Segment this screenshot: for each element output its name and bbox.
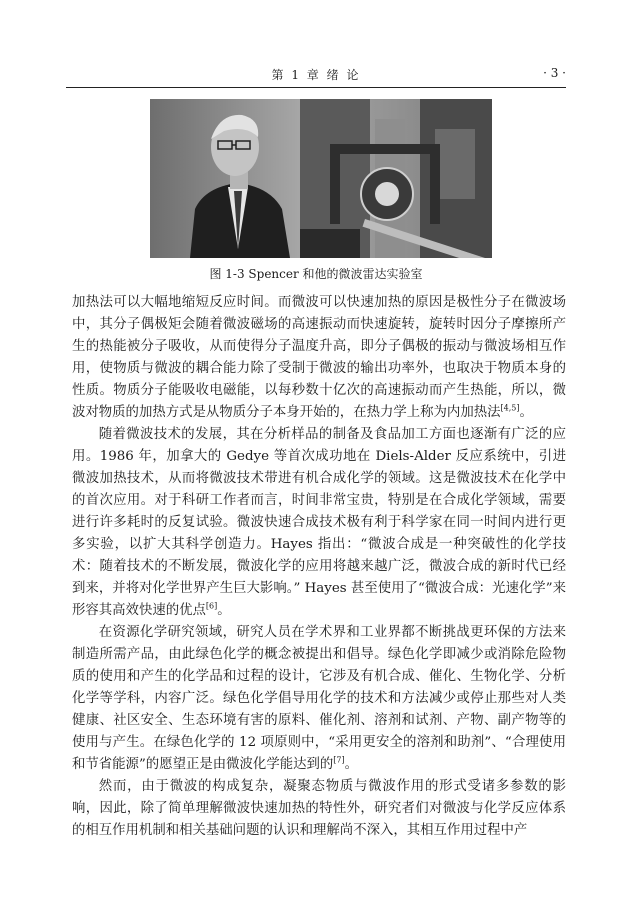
figure-caption: 图 1-3 Spencer 和他的微波雷达实验室 — [209, 267, 423, 281]
paragraph: 然而，由于微波的构成复杂，凝聚态物质与微波作用的形式受诸多参数的影响，因此，除了简单理解微波快速加热的特性外，研究者们对微波与化学反应体系的相互作用机制和相关基础问题的认识和理解尚不深入，其相互作用过程中产 — [72, 779, 566, 838]
figure-photo — [150, 99, 492, 258]
page-number: · 3 · — [543, 66, 566, 80]
spencer-lab-photo — [150, 99, 492, 258]
citation-ref: [7] — [333, 755, 345, 765]
running-header — [66, 66, 566, 84]
paragraph: 在资源化学研究领域，研究人员在学术界和工业界都不断挑战更环保的方法来制造所需产品，由此绿色化学的概念被提出和倡导。绿色化学即减少或消除危险物质的使用和产生的化学品和过程的设计，它涉及有机合成、催化、生物化学、分析化学等学科，内容广泛。绿色化学倡导用化学的技术和方法减少或停止那些对人类健康、社区安全、生态环境有害的原料、催化剂、溶剂和试剂、产物、副产物等的使用与产生。在绿色化学的 12 项原则中，“采用更安全的溶剂和助剂”、“合理使用和节省能源”的愿望正是由微波化学能达到的[7]。 — [72, 625, 566, 772]
paragraph: 加热法可以大幅地缩短反应时间。而微波可以快速加热的原因是极性分子在微波场中，其分子偶极矩会随着微波磁场的高速振动而快速旋转，旋转时因分子摩擦所产生的热能被分子吸收，从而使得分子温度升高，即分子偶极的振动与微波场相互作用，使物质与微波的耦合能力除了受制于微波的输出功率外，也取决于物质本身的性质。物质分子能吸收电磁能，以每秒数十亿次的高速振动而产生热能，所以，微波对物质的加热方式是从物质分子本身开始的，在热力学上称为内加热法[4,5]。 — [72, 295, 566, 420]
body-text — [72, 292, 566, 842]
paragraph: 随着微波技术的发展，其在分析样品的制备及食品加工方面也逐渐有广泛的应用。1986 年，加拿大的 Gedye 等首次成功地在 Diels-Alder 反应系统中，引进微波加热技术，从而将微波技术带进有机合成化学的领域。这是微波技术在化学中的首次应用。对于科研工作者而言，时间非常宝贵，特别是在合成化学领域，需要进行许多耗时的反复试验。微波快速合成技术极有利于科学家在同一时间内进行更多实验，以扩大其科学创造力。Hayes 指出：“微波合成是一种突破性的化学技术：随着技术的不断发展，微波化学的应用将越来越广泛，微波合成的新时代已经到来，并将对化学世界产生巨大影响。” Hayes 甚至使用了“微波合成：光速化学”来形容其高效快速的优点[6]。 — [72, 427, 566, 618]
citation-ref: [6] — [205, 601, 218, 611]
citation-ref: [4,5] — [500, 403, 520, 413]
chapter-title: 第 1 章 绪 论 — [271, 68, 361, 82]
header-rule — [66, 87, 566, 88]
